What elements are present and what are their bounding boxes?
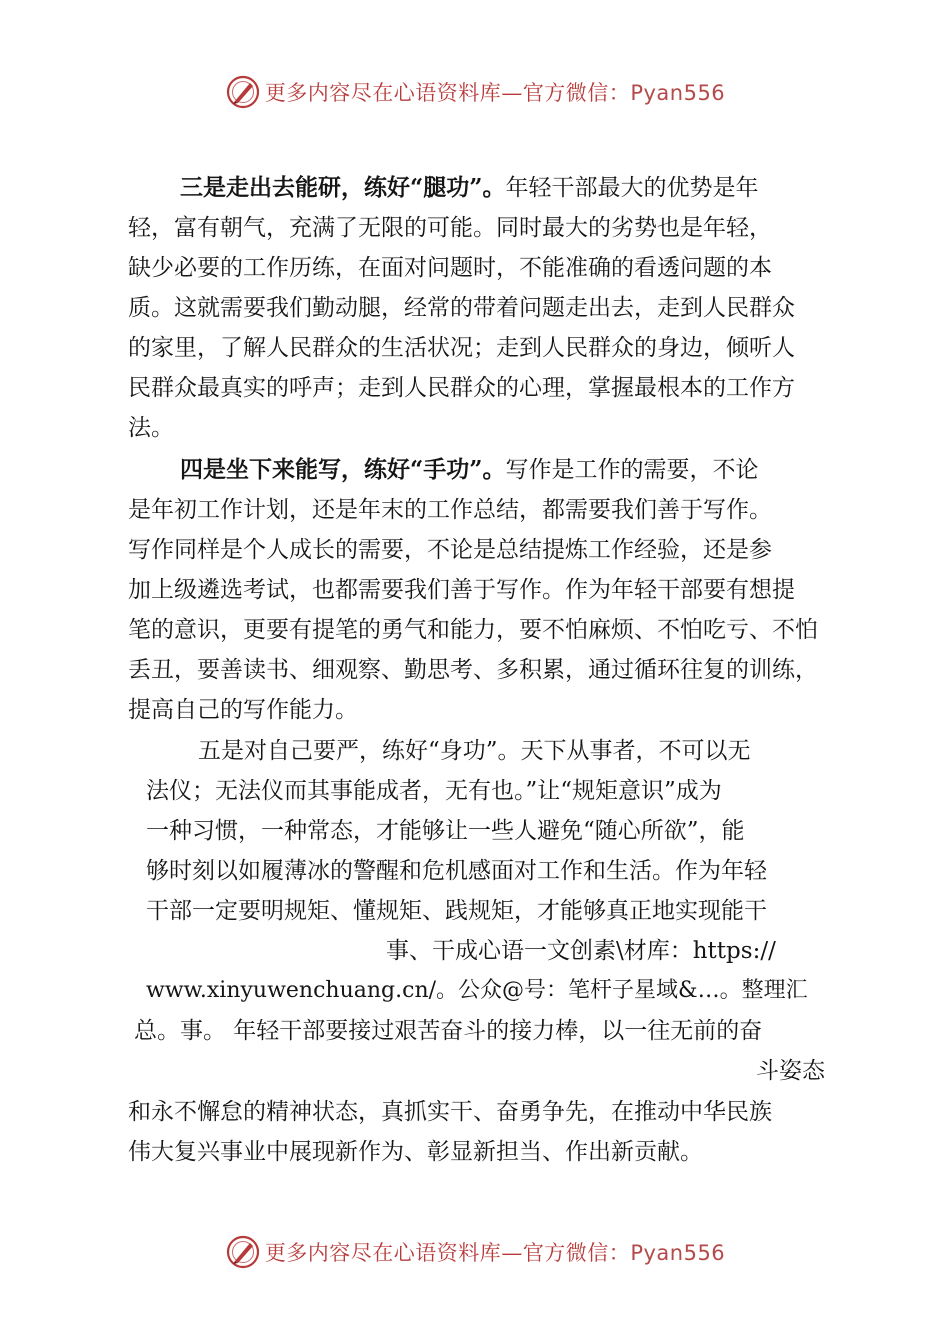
- paragraph-2-line-7: 提高自己的写作能力。: [128, 697, 358, 723]
- paragraph-1-line-1: 三是走出去能研，练好“腿功”。年轻干部最大的优势是年: [180, 174, 759, 201]
- paragraph-3-line-7: www.xinyuwenchuang.cn/。公众@号：笔杆子星域&…。整理汇: [146, 978, 808, 1003]
- paragraph-1-line-7: 法。: [128, 415, 174, 441]
- paragraph-2-line-5: 笔的意识，更要有提笔的勇气和能力，要不怕麻烦、不怕吃亏、不怕: [128, 617, 818, 643]
- paragraph-3-line-10: 和永不懈怠的精神状态，真抓实干、奋勇争先，在推动中华民族: [128, 1099, 772, 1125]
- paragraph-3-line-4: 够时刻以如履薄冰的警醒和危机感面对工作和生活。作为年轻: [146, 858, 767, 884]
- paragraph-3-line-3: 一种习惯，一种常态，才能够让一些人避免“随心所欲”，能: [146, 818, 745, 844]
- header-watermark: [0, 72, 950, 112]
- paragraph-3-line-9: 斗姿态: [756, 1058, 825, 1084]
- paragraph-1-line-3: 缺少必要的工作历练，在面对问题时，不能准确的看透问题的本: [128, 255, 772, 281]
- paragraph-2-line-6: 丢丑，要善读书、细观察、勤思考、多积累，通过循环往复的训练，: [128, 657, 818, 683]
- paragraph-3-line-2: 法仪；无法仪而其事能成者，无有也。”让“规矩意识”成为: [146, 778, 722, 804]
- pen-badge-icon: [225, 74, 261, 110]
- paragraph-2-line-1: 四是坐下来能写，练好“手功”。写作是工作的需要，不论: [180, 456, 759, 483]
- paragraph-3-line-8: 总。事。 年轻干部要接过艰苦奋斗的接力棒，以一往无前的奋: [134, 1018, 763, 1044]
- paragraph-3-line-5: 干部一定要明规矩、懂规矩、践规矩，才能够真正地实现能干: [146, 898, 767, 924]
- footer-watermark: [0, 1232, 950, 1272]
- paragraph-3-line-1: 五是对自己要严，练好“身功”。天下从事者，不可以无: [198, 738, 751, 764]
- paragraph-1-line-6: 民群众最真实的呼声；走到人民群众的心理，掌握最根本的工作方: [128, 375, 795, 401]
- paragraph-3-line-6: 事、干成心语一文创素\材库：https://: [386, 938, 776, 964]
- paragraph-2-line-3: 写作同样是个人成长的需要，不论是总结提炼工作经验，还是参: [128, 537, 772, 563]
- paragraph-1-line-2: 轻，富有朝气，充满了无限的可能。同时最大的劣势也是年轻，: [128, 215, 772, 241]
- paragraph-1-line-4: 质。这就需要我们勤动腿，经常的带着问题走出去，走到人民群众: [128, 295, 795, 321]
- watermark-text: 更多内容尽在心语资料库—官方微信：Pyan556: [264, 1241, 726, 1265]
- paragraph-3-line-11: 伟大复兴事业中展现新作为、彰显新担当、作出新贡献。: [128, 1139, 703, 1165]
- paragraph-2-line-2: 是年初工作计划，还是年末的工作总结，都需要我们善于写作。: [128, 497, 772, 523]
- watermark-text: 更多内容尽在心语资料库—官方微信：Pyan556: [264, 81, 726, 105]
- paragraph-1-line-5: 的家里，了解人民群众的生活状况；走到人民群众的身边，倾听人: [128, 335, 795, 361]
- paragraph-2-line-4: 加上级遴选考试，也都需要我们善于写作。作为年轻干部要有想提: [128, 577, 795, 603]
- pen-badge-icon: [225, 1234, 261, 1270]
